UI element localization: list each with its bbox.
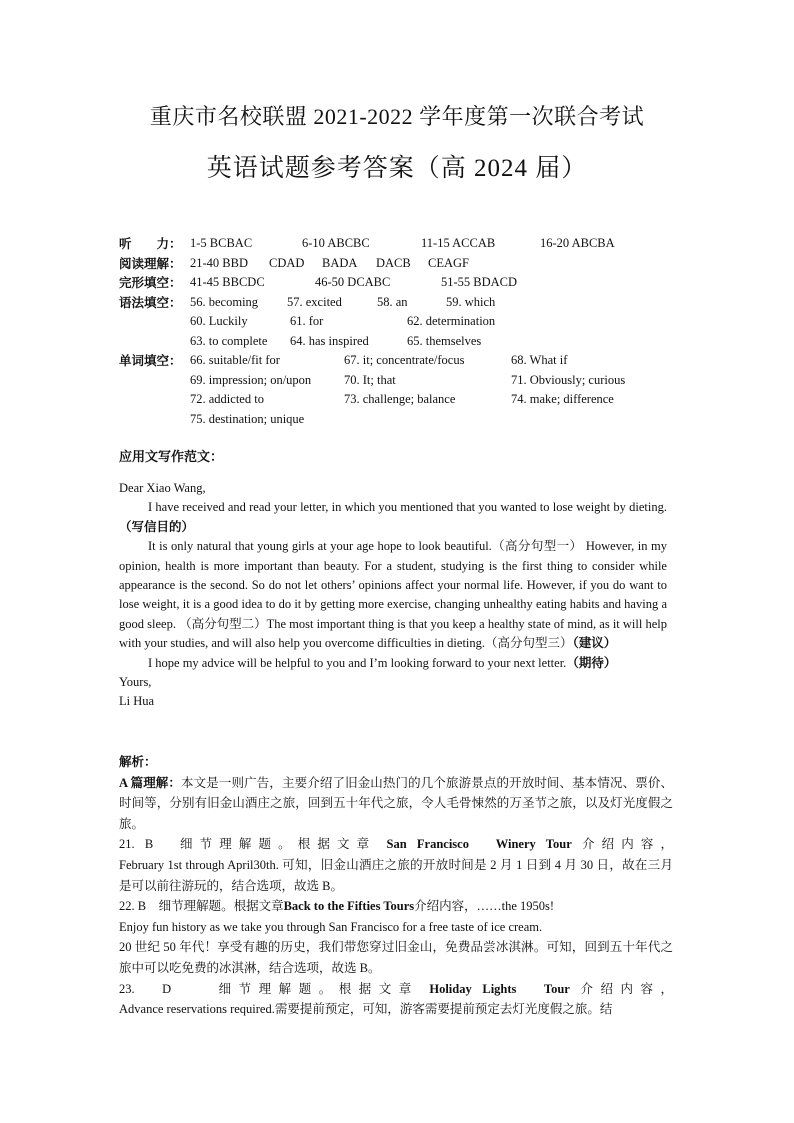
grammar-row: [119, 332, 679, 352]
question-explanation: 20 世纪 50 年代！享受有趣的历史，我们带您穿过旧金山，免费品尝冰淇淋。可知，回到五十年代之旅中可以吃免费的冰淇淋，结合选项，故选 B。: [119, 940, 673, 975]
answer-item: CDAD: [269, 255, 305, 270]
answer-item: 51-55 BDACD: [441, 275, 518, 289]
letter-tag: （建议）: [572, 636, 617, 651]
letter-paragraph: [119, 654, 667, 673]
answer-item: 75. destination; unique: [190, 411, 305, 426]
letter-tag: （期待）: [566, 655, 617, 670]
vocab-row: [119, 410, 679, 430]
answer-item: 11-15 ACCAB: [421, 236, 496, 250]
letter-text: I hope my advice will be helpful to you and I’m looking forward to your next letter.: [148, 655, 567, 670]
answer-item: 46-50 DCABC: [315, 275, 391, 289]
answer-item: 64. has inspired: [290, 333, 369, 348]
letter-text: I have received and read your letter, in which you mentioned that you wanted to lose weight by dieting.: [148, 500, 667, 515]
answer-item: 69. impression; on/upon: [190, 372, 312, 387]
analysis-paragraph: [119, 773, 673, 835]
answer-item: 61. for: [290, 314, 324, 328]
answer-item: 16-20 ABCBA: [540, 236, 615, 250]
grammar-row: [119, 312, 679, 332]
article-title: Back to the Fifties Tours: [283, 899, 415, 914]
question-heading: [119, 834, 673, 855]
listening-row: [119, 234, 679, 254]
analysis-label: A 篇理解：: [119, 775, 182, 790]
analysis-section: [119, 752, 673, 1020]
answer-item: 72. addicted to: [190, 392, 264, 406]
answer-item: 56. becoming: [190, 294, 259, 309]
cloze-row: [119, 273, 679, 293]
sample-letter: [119, 479, 667, 712]
answer-item: 70. It; that: [344, 372, 396, 387]
letter-paragraph: [119, 498, 667, 537]
vocab-row: [119, 390, 679, 410]
question-lead: 23. D 细节理解题。根据文章: [119, 981, 419, 996]
vocab-row: [119, 351, 679, 371]
question-explanation: February 1st through April30th. 可知，旧金山酒庄之旅的开放时间是 2 月 1 日到 4 月 30 日，故在三月是可以前往游玩的，结合选项，故选 B。: [119, 857, 673, 893]
letter-paragraph: [119, 537, 667, 653]
grammar-row: [119, 293, 679, 313]
question-quote: Enjoy fun history as we take you through San Francisco for a free taste of ice cream.: [119, 919, 543, 934]
article-title: Holiday Lights Tour: [429, 981, 570, 996]
answer-item: CEAGF: [428, 255, 469, 270]
answer-item: 60. Luckily: [190, 314, 248, 328]
question-heading: [119, 896, 673, 917]
question-heading: [119, 979, 673, 1000]
answer-item: DACB: [376, 255, 411, 270]
cloze-label: 完形填空：: [119, 275, 182, 290]
document-title: 重庆市名校联盟 2021-2022 学年度第一次联合考试: [149, 104, 645, 129]
writing-section-title: 应用文写作范文：: [119, 450, 224, 465]
vocab-row: [119, 371, 679, 391]
letter-salutation: Dear Xiao Wang,: [119, 481, 206, 495]
analysis-text: 本文是一则广告，主要介绍了旧金山热门的几个旅游景点的开放时间、基本情况、票价、时间等，分别有旧金山酒庄之旅，回到五十年代之旅，令人毛骨悚然的万圣节之旅，以及灯光度假之旅。: [119, 775, 673, 831]
answer-item: 73. challenge; balance: [344, 392, 456, 406]
letter-signature: Li Hua: [119, 694, 155, 709]
question-lead: 21. B 细节理解题。根据文章: [119, 837, 377, 852]
answer-item: 63. to complete: [190, 333, 268, 348]
answer-item: 1-5 BCBAC: [190, 236, 253, 250]
answer-item: 65. themselves: [407, 333, 482, 348]
question-tail: 介绍内容，: [582, 837, 674, 852]
article-title: San Francisco Winery Tour: [386, 837, 572, 852]
letter-tag: （写信目的）: [119, 519, 195, 534]
question-tail: 介绍内容，: [580, 981, 674, 996]
answer-item: 58. an: [377, 294, 408, 309]
question-lead: 22. B 细节理解题。根据文章: [119, 899, 284, 914]
answer-item: 74. make; difference: [511, 392, 614, 406]
vocab-label: 单词填空：: [119, 353, 182, 368]
answer-item: 71. Obviously; curious: [511, 372, 626, 387]
analysis-title: 解析：: [119, 754, 157, 769]
question-tail: 介绍内容，……the 1950s!: [414, 899, 555, 914]
answer-item: 57. excited: [287, 294, 342, 309]
answer-key: [119, 234, 679, 429]
answer-item: 66. suitable/fit for: [190, 353, 280, 367]
listening-label: 听 力：: [119, 236, 182, 251]
document-subtitle: 英语试题参考答案（高 2024 届）: [206, 155, 588, 182]
question-explanation: Advance reservations required.需要提前预定，可知，游客需要提前预定去灯光度假之旅。结: [119, 1002, 613, 1017]
answer-item: 41-45 BBCDC: [190, 275, 265, 289]
answer-item: 59. which: [446, 294, 496, 309]
answer-item: 68. What if: [511, 353, 568, 367]
reading-label: 阅读理解：: [119, 255, 182, 271]
grammar-label: 语法填空：: [119, 294, 182, 310]
letter-closing: Yours,: [119, 675, 152, 690]
reading-row: [119, 254, 679, 274]
answer-item: 21-40 BBD: [190, 255, 248, 270]
answer-item: 62. determination: [407, 314, 496, 328]
letter-text: It is only natural that young girls at your age hope to look beautiful.（高分句型一） However, in my opinion, health is more important than beauty. For a student, studying is the first thing to consider while appearance is the second. So do not let others’ opinions affect your normal life. However, if you do want to lose weight, it is a good idea to do it by getting more exercise, changing unhealthy eating habits and having a good sleep. （高分句型二）The most important thing is that you keep a healthy state of mind, as it will help with your studies, and will also help you overcome difficulties in dieting.（高分句型三）: [119, 539, 667, 651]
answer-item: BADA: [322, 255, 358, 270]
answer-item: 6-10 ABCBC: [302, 236, 370, 250]
answer-item: 67. it; concentrate/focus: [344, 353, 465, 367]
